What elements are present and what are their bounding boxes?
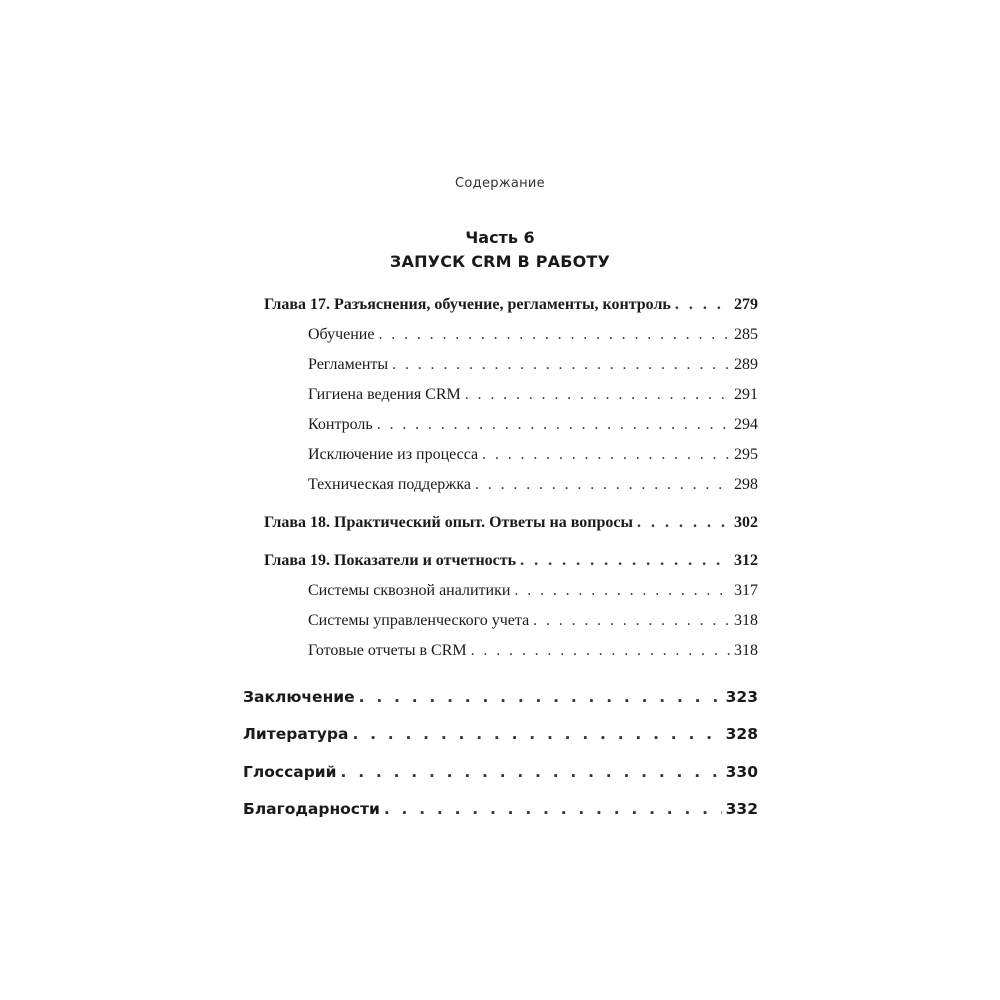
dot-leader — [482, 446, 730, 464]
dot-leader — [471, 642, 730, 660]
part-label: Часть 6 — [465, 228, 535, 247]
dot-leader — [520, 552, 730, 570]
toc-section[interactable] — [308, 582, 758, 600]
toc-back-matter-item[interactable] — [243, 688, 758, 706]
toc-page-number: 332 — [725, 800, 758, 818]
dot-leader — [533, 612, 730, 630]
toc-page-number: 317 — [734, 582, 758, 599]
toc-back-matter-item[interactable] — [243, 725, 758, 743]
dot-leader — [675, 296, 730, 314]
dot-leader — [475, 476, 730, 494]
toc-page-number: 312 — [734, 552, 758, 569]
toc-page-number: 323 — [725, 688, 758, 706]
toc-chapter-19[interactable] — [264, 552, 758, 570]
toc-section-label: Системы управленческого учета — [308, 612, 530, 629]
toc-back-label: Глоссарий — [243, 763, 337, 781]
toc-page-number: 318 — [734, 612, 758, 629]
toc-back-label: Литература — [243, 725, 349, 743]
toc-back-label: Заключение — [243, 688, 355, 706]
toc-section[interactable] — [308, 416, 758, 434]
dot-leader — [359, 688, 722, 706]
toc-page-number: 295 — [734, 446, 758, 463]
toc-page-number: 298 — [734, 476, 758, 493]
part-title: ЗАПУСК CRM В РАБОТУ — [389, 252, 611, 271]
toc-chapter-label: Глава 17. Разъяснения, обучение, регламенты, контроль — [264, 296, 671, 313]
toc-back-matter-item[interactable] — [243, 763, 758, 781]
toc-section[interactable] — [308, 386, 758, 404]
toc-section-label: Регламенты — [308, 356, 389, 373]
dot-leader — [392, 356, 730, 374]
toc-section-label: Техническая поддержка — [308, 476, 471, 493]
toc-chapter-17[interactable] — [264, 296, 758, 314]
toc-chapter-18[interactable] — [264, 514, 758, 532]
toc-section-label: Контроль — [308, 416, 373, 433]
toc-section-label: Обучение — [308, 326, 375, 343]
toc-section-label: Исключение из процесса — [308, 446, 479, 463]
dot-leader — [378, 326, 730, 344]
toc-section[interactable] — [308, 326, 758, 344]
dot-leader — [465, 386, 730, 404]
toc-page-number: 289 — [734, 356, 758, 373]
toc-page-number: 318 — [734, 642, 758, 659]
toc-section[interactable] — [308, 356, 758, 374]
dot-leader — [341, 763, 722, 781]
toc-page-number: 328 — [725, 725, 758, 743]
dot-leader — [352, 725, 721, 743]
dot-leader — [377, 416, 730, 434]
dot-leader — [514, 582, 730, 600]
toc-section[interactable] — [308, 642, 758, 660]
toc-section-label: Системы сквозной аналитики — [308, 582, 511, 599]
toc-section[interactable] — [308, 612, 758, 630]
toc-page-number: 291 — [734, 386, 758, 403]
toc-page-number: 279 — [734, 296, 758, 313]
toc-page-number: 330 — [725, 763, 758, 781]
running-head: Содержание — [455, 176, 545, 191]
toc-page-number: 285 — [734, 326, 758, 343]
toc-section[interactable] — [308, 446, 758, 464]
toc-page-number: 302 — [734, 514, 758, 531]
toc-chapter-label: Глава 19. Показатели и отчетность — [264, 552, 517, 569]
toc-section-label: Гигиена ведения CRM — [308, 386, 461, 403]
toc-back-label: Благодарности — [243, 800, 380, 818]
toc-chapter-label: Глава 18. Практический опыт. Ответы на вопросы — [264, 514, 633, 531]
toc-back-matter-item[interactable] — [243, 800, 758, 818]
toc-page-number: 294 — [734, 416, 758, 433]
toc-section-label: Готовые отчеты в CRM — [308, 642, 467, 659]
dot-leader — [384, 800, 722, 818]
toc-section[interactable] — [308, 476, 758, 494]
dot-leader — [637, 514, 730, 532]
